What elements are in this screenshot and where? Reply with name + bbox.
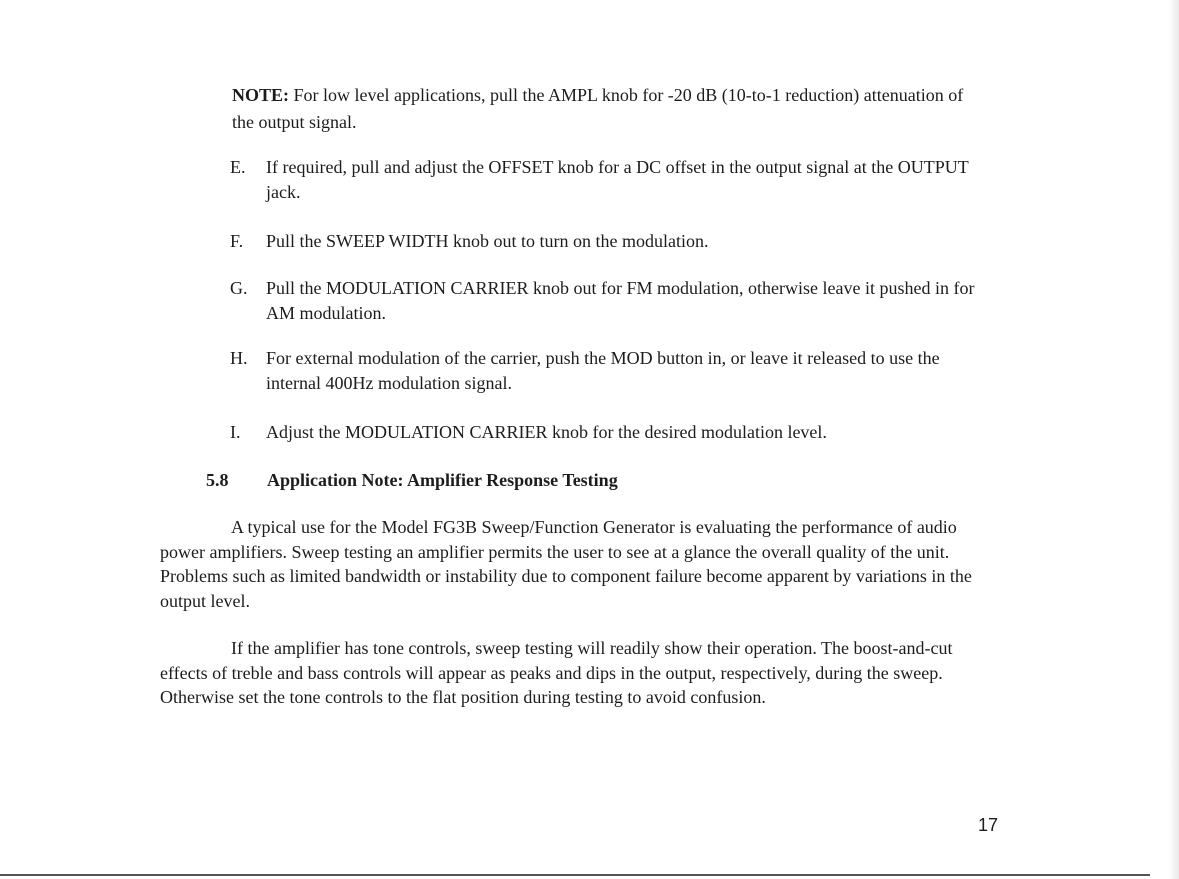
page-edge: [1169, 0, 1179, 879]
step-text: Pull the SWEEP WIDTH knob out to turn on the modulation.: [266, 231, 709, 251]
step-text: For external modulation of the carrier, push the MOD button in, or leave it released to use the internal 400Hz modulation signal.: [266, 348, 940, 393]
step-h: [230, 346, 990, 396]
step-f: [230, 229, 990, 254]
step-letter: E.: [230, 157, 246, 177]
section-title: Application Note: Amplifier Response Testing: [267, 470, 618, 490]
step-text: Pull the MODULATION CARRIER knob out for FM modulation, otherwise leave it pushed in for AM modulation.: [266, 278, 975, 323]
step-text: Adjust the MODULATION CARRIER knob for the desired modulation level.: [266, 422, 827, 442]
step-letter: F.: [230, 231, 244, 251]
step-letter: I.: [230, 422, 241, 442]
paragraph: If the amplifier has tone controls, sweep testing will readily show their operation. The boost-and-cut effects of treble and bass controls will appear as peaks and dips in the output, respectively, during the sweep. Otherwise set the tone controls to the flat position during testing to avoid confusion.: [160, 638, 953, 707]
step-g: [230, 276, 990, 326]
section-heading: [206, 467, 618, 493]
step-letter: G.: [230, 278, 248, 298]
step-text: If required, pull and adjust the OFFSET knob for a DC offset in the output signal at the OUTPUT jack.: [266, 157, 969, 202]
page-number: 17: [978, 815, 999, 835]
note-block: [232, 82, 972, 136]
bottom-rule: [0, 874, 1150, 876]
note-text: For low level applications, pull the AMPL knob for -20 dB (10-to-1 reduction) attenuation of the output signal.: [232, 85, 964, 132]
note-label: NOTE:: [232, 85, 290, 105]
step-e: [230, 155, 990, 205]
step-letter: H.: [230, 348, 248, 368]
paragraph: A typical use for the Model FG3B Sweep/Function Generator is evaluating the performance of audio power amplifiers. Sweep testing an amplifier permits the user to see at a glance the overall quality of the unit. Problems such as limited bandwidth or instability due to component failure become apparent by variations in the output level.: [160, 517, 972, 611]
step-i: [230, 420, 990, 445]
section-number: 5.8: [206, 470, 229, 490]
